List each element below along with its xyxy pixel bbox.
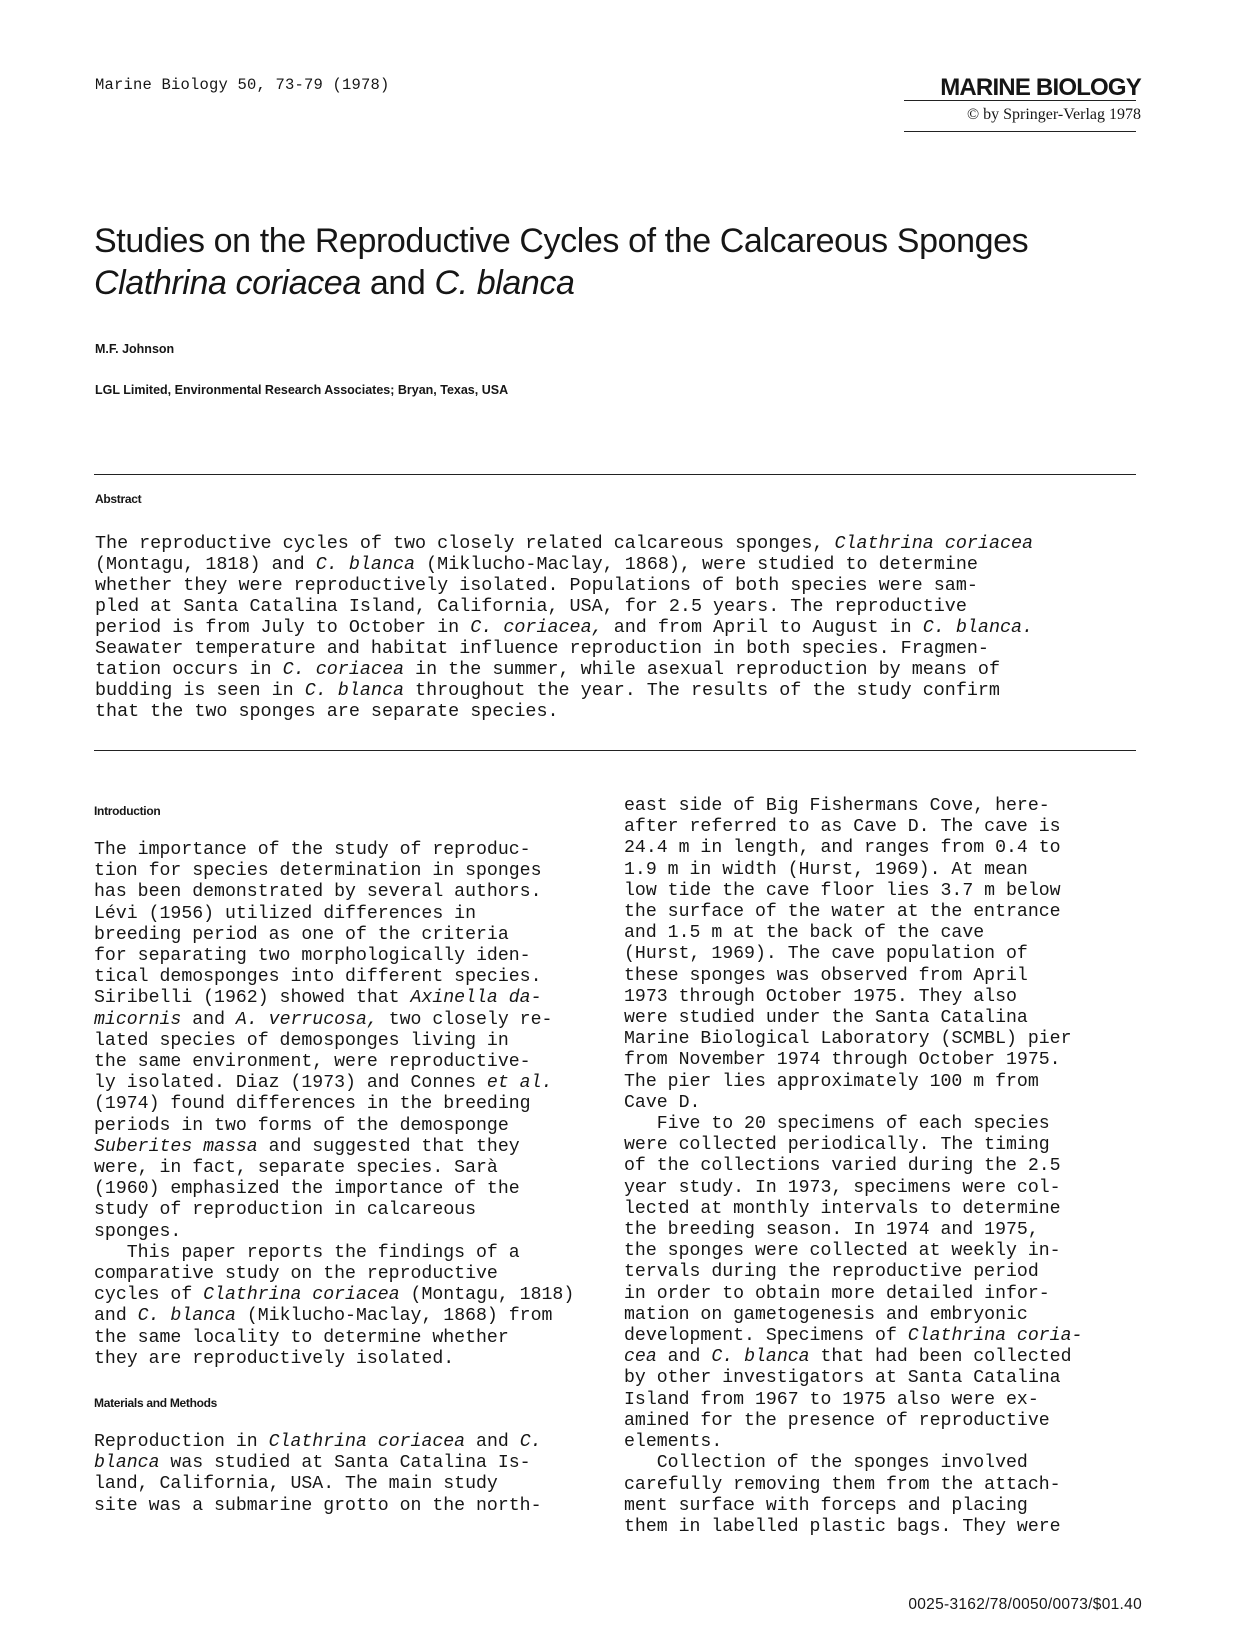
text-segment: mation on gametogenesis and embryonic [624,1304,1028,1325]
text-line [94,1031,574,1052]
methods-heading: Materials and Methods [94,1396,218,1410]
text-line [624,1496,1082,1517]
text-segment: Suberites massa [94,1136,258,1157]
text-line [95,638,1135,659]
text-segment: site was a submarine grotto on the north- [94,1495,542,1516]
text-segment: and from April to August in [602,617,923,638]
text-segment: Marine Biological Laboratory (SCMBL) pier [624,1029,1072,1050]
text-line [94,1285,574,1306]
text-line [624,1347,1082,1368]
text-segment: they are reproductively isolated. [94,1348,455,1369]
text-segment: year study. In 1973, specimens were col- [624,1177,1061,1198]
text-segment: from November 1974 through October 1975. [624,1050,1061,1071]
text-line [624,796,1082,817]
abstract-heading: Abstract [95,492,142,506]
text-line [94,1432,542,1453]
text-line [624,1517,1082,1538]
text-line [624,1135,1082,1156]
text-line [94,1073,574,1094]
text-segment: breeding period as one of the criteria [94,924,509,945]
text-segment: et al. [486,1073,553,1094]
text-segment: periods in two forms of the demosponge [94,1115,509,1136]
text-segment: Island from 1967 to 1975 also were ex- [624,1389,1039,1410]
text-segment: land, California, USA. The main study [94,1474,498,1495]
text-segment: amined for the presence of reproductive [624,1410,1050,1431]
text-segment: has been demonstrated by several authors. [94,882,542,903]
text-line [95,554,1135,575]
text-segment: east side of Big Fishermans Cove, here- [624,796,1050,816]
text-line [624,944,1082,965]
text-line [95,596,1135,617]
text-line [624,1156,1082,1177]
text-line [95,617,1135,638]
brand-rule-bottom [904,131,1136,132]
author-affiliation: LGL Limited, Environmental Research Associates; Bryan, Texas, USA [95,383,509,397]
text-segment: A. verrucosa, [235,1009,378,1030]
text-line [94,1453,542,1474]
text-line [624,881,1082,902]
text-line [624,1284,1082,1305]
text-segment: Clathrina coria- [907,1326,1083,1347]
text-line [95,701,1135,722]
journal-brand: MARINE BIOLOGY [940,74,1141,101]
abstract-rule-bottom [94,750,1136,751]
copyright-notice: © by Springer-Verlag 1978 [966,106,1141,123]
text-line [94,1496,542,1517]
text-segment: micornis [94,1009,182,1030]
text-line [94,1474,542,1495]
abstract-rule-top [94,474,1136,475]
text-segment: cycles of [94,1285,204,1306]
text-line [94,988,574,1009]
text-segment: Lévi (1956) utilized differences in [94,903,476,924]
text-line [94,925,574,946]
introduction-body [94,840,574,1370]
text-line [94,1010,574,1031]
text-segment: whether they were reproductively isolated. Populations of both species were sam- [95,575,978,596]
text-segment: (Miklucho-Maclay, 1868), were studied to determine [415,554,978,575]
text-segment: Clathrina coriacea [203,1285,400,1306]
text-segment: ment surface with forceps and placing [624,1495,1028,1516]
text-line [94,1052,574,1073]
text-segment: pled at Santa Catalina Island, California, USA, for 2.5 years. The reproductive [95,596,967,617]
text-segment: tervals during the reproductive period [624,1262,1039,1283]
text-segment: was studied at Santa Catalina Is- [159,1453,531,1474]
text-segment: tion for species determination in sponges [94,861,542,882]
text-segment: and [465,1432,520,1452]
text-segment: (Montagu, 1818) [399,1285,575,1306]
text-segment: C. coriacea, [470,617,603,638]
text-line [95,659,1135,680]
text-line [94,1094,574,1115]
text-line [94,1349,574,1370]
text-segment: and suggested that they [257,1136,520,1157]
text-segment: The pier lies approximately 100 m from [624,1071,1039,1092]
text-line [624,860,1082,881]
text-segment: were studied under the Santa Catalina [624,1008,1028,1029]
text-segment: development. Specimens of [624,1326,908,1347]
text-segment: C. coriacea [282,659,405,680]
text-segment: Five to 20 specimens of each species [624,1114,1050,1135]
text-line [94,1179,574,1200]
methods-body [94,1432,542,1517]
text-line [95,680,1135,701]
text-segment: Siribelli (1962) showed that [94,988,411,1009]
text-line [624,1368,1082,1389]
text-line [624,1453,1082,1474]
text-line [94,1158,574,1179]
text-line [94,882,574,903]
text-segment: Axinella da- [410,988,542,1009]
title-species-1: Clathrina coriacea [94,264,361,302]
text-segment: low tide the cave floor lies 3.7 m below [624,880,1061,901]
text-segment: The importance of the study of reproduc- [94,840,531,860]
text-segment: C. blanca [711,1347,810,1368]
text-segment: and [656,1347,712,1368]
text-segment: lected at monthly intervals to determine [624,1198,1061,1219]
text-segment: (Hurst, 1969). The cave population of [624,944,1028,965]
text-line [94,1222,574,1243]
text-segment: The reproductive cycles of two closely related calcareous sponges, [95,533,835,554]
text-segment: for separating two morphologically iden- [94,946,531,967]
page-code: 0025-3162/78/0050/0073/$01.40 [908,1596,1142,1613]
text-line [624,1305,1082,1326]
text-segment: of the collections varied during the 2.5 [624,1156,1061,1177]
text-line [95,575,1135,596]
text-segment: C. blanca [304,680,405,701]
text-segment: throughout the year. The results of the study confirm [404,680,1000,701]
text-segment: (Montagu, 1818) and [95,554,316,575]
text-segment: that had been collected [809,1347,1072,1368]
text-line [624,1008,1082,1029]
title-and: and [360,264,435,302]
text-line [624,902,1082,923]
text-segment: in the summer, while asexual reproduction by means of [404,659,1000,680]
text-line [624,1475,1082,1496]
text-segment: tation occurs in [95,659,283,680]
text-segment: and 1.5 m at the back of the cave [624,923,985,944]
author-name: M.F. Johnson [95,342,175,356]
text-segment: period is from July to October in [95,617,471,638]
text-segment: two closely re- [377,1009,553,1030]
text-segment: in order to obtain more detailed infor- [624,1283,1050,1304]
text-line [624,1432,1082,1453]
text-segment: blanca [94,1453,160,1474]
text-segment: them in labelled plastic bags. They were [624,1516,1061,1537]
brand-rule-top [904,100,1136,101]
text-segment: elements. [624,1432,723,1453]
text-line [94,1264,574,1285]
text-line [624,1199,1082,1220]
text-line [94,904,574,925]
text-segment: (Miklucho-Maclay, 1868) from [235,1306,553,1327]
text-segment: the sponges were collected at weekly in- [624,1241,1061,1262]
text-line [624,817,1082,838]
text-line [94,1306,574,1327]
text-line [624,1029,1082,1050]
text-line [94,840,574,861]
text-line [94,861,574,882]
text-segment: these sponges was observed from April [624,965,1028,986]
text-line [624,1050,1082,1071]
text-segment: were collected periodically. The timing [624,1135,1050,1156]
text-segment: that the two sponges are separate species. [95,701,559,722]
text-segment: and [94,1306,138,1327]
text-segment: the same locality to determine whether [94,1327,509,1348]
text-segment: Collection of the sponges involved [624,1453,1028,1474]
text-segment: study of reproduction in calcareous [94,1200,476,1221]
text-segment: lated species of demosponges living in [94,1030,509,1051]
text-line [624,1411,1082,1432]
text-segment: Seawater temperature and habitat influence reproduction in both species. Fragmen- [95,638,989,659]
text-segment: tical demosponges into different species. [94,967,542,988]
text-segment: budding is seen in [95,680,305,701]
text-segment: 1973 through October 1975. They also [624,986,1017,1007]
text-line [624,987,1082,1008]
text-segment: This paper reports the findings of a [94,1242,520,1263]
text-segment: Reproduction in [94,1432,269,1452]
text-segment: C. blanca. [922,617,1034,638]
text-line [624,1390,1082,1411]
text-line [624,838,1082,859]
title-species-2: C. blanca [434,264,575,302]
text-line [94,1137,574,1158]
paper-title [94,220,1028,304]
text-line [95,533,1135,554]
text-line [624,1093,1082,1114]
text-line [94,1116,574,1137]
text-segment: 24.4 m in length, and ranges from 0.4 to [624,838,1061,859]
text-segment: the surface of the water at the entrance [624,902,1061,923]
introduction-heading: Introduction [94,804,161,818]
text-segment: by other investigators at Santa Catalina [624,1368,1061,1389]
text-segment: C. blanca [315,554,416,575]
text-segment: the breeding season. In 1974 and 1975, [624,1220,1039,1241]
text-segment: comparative study on the reproductive [94,1264,498,1285]
text-line [624,923,1082,944]
abstract-body [95,533,1135,722]
text-line [94,967,574,988]
text-line [94,1328,574,1349]
text-segment: were, in fact, separate species. Sarà [94,1158,498,1179]
text-line [94,1243,574,1264]
text-line [94,946,574,967]
text-segment: and [181,1009,236,1030]
title-line-1: Studies on the Reproductive Cycles of the Calcareous Sponges [94,222,1029,260]
text-segment: Clathrina coriacea [834,533,1034,554]
text-segment: (1974) found differences in the breeding [94,1094,531,1115]
text-segment: C. [519,1432,542,1452]
text-line [624,1114,1082,1135]
text-segment: after referred to as Cave D. The cave is [624,817,1061,838]
journal-citation: Marine Biology 50, 73-79 (1978) [95,76,390,94]
text-line [624,1262,1082,1283]
text-line [624,1220,1082,1241]
text-segment: (1960) emphasized the importance of the [94,1179,520,1200]
text-segment: 1.9 m in width (Hurst, 1969). At mean [624,859,1028,880]
text-segment: Clathrina coriacea [268,1432,466,1452]
text-line [94,1200,574,1221]
text-line [624,1326,1082,1347]
right-column-body [624,796,1082,1538]
text-line [624,1178,1082,1199]
text-segment: sponges. [94,1221,182,1242]
text-segment: Cave D. [624,1092,701,1113]
text-segment: cea [624,1347,657,1368]
text-segment: ly isolated. Diaz (1973) and Connes [94,1073,487,1094]
text-line [624,966,1082,987]
text-segment: carefully removing them from the attach- [624,1474,1061,1495]
text-line [624,1241,1082,1262]
text-segment: C. blanca [137,1306,236,1327]
text-segment: the same environment, were reproductive- [94,1052,531,1073]
text-line [624,1072,1082,1093]
